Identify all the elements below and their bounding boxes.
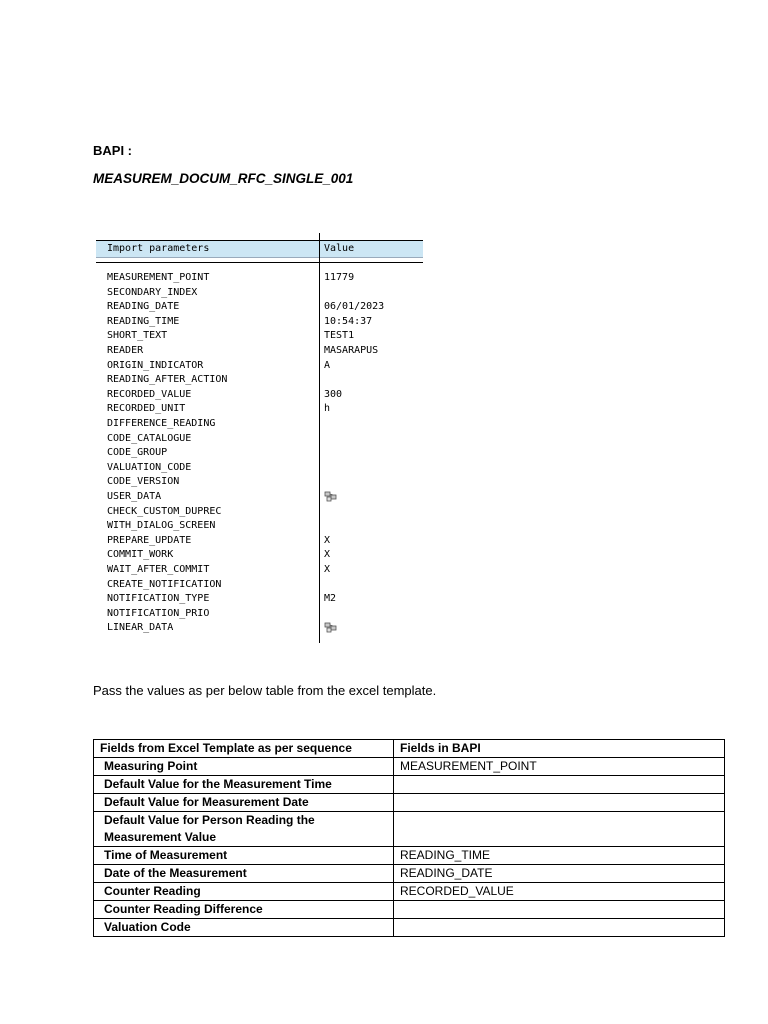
excel-field: Counter Reading Difference: [94, 901, 394, 919]
parameter-name: RECORDED_VALUE: [107, 388, 192, 400]
parameter-name: SECONDARY_INDEX: [107, 286, 198, 298]
bapi-fields-header: Fields in BAPI: [394, 740, 725, 758]
parameter-name: RECORDED_UNIT: [107, 403, 186, 415]
excel-field: Measuring Point: [94, 758, 394, 776]
parameter-name: USER_DATA: [107, 491, 162, 502]
parameter-row: [96, 461, 423, 476]
parameter-row: [96, 344, 423, 359]
header-separator: [96, 262, 423, 263]
field-mapping-table: [93, 739, 725, 937]
parameter-row: [96, 578, 423, 593]
excel-field: Default Value for the Measurement Time: [94, 776, 394, 794]
parameter-row: [96, 592, 423, 607]
import-parameters-header: Import parameters: [107, 243, 210, 254]
parameter-row: [96, 286, 423, 301]
parameter-name: CREATE_NOTIFICATION: [107, 578, 222, 590]
mapping-row: [94, 776, 725, 794]
mapping-row: [94, 883, 725, 901]
parameter-name: COMMIT_WORK: [107, 549, 174, 561]
sap-import-parameters-screenshot: [96, 233, 423, 643]
parameter-name: CODE_CATALOGUE: [107, 432, 192, 444]
mapping-row: [94, 812, 725, 847]
parameter-row: [96, 432, 423, 447]
parameter-row: [96, 621, 423, 636]
bapi-field: [394, 919, 725, 937]
parameter-value[interactable]: MASARAPUS: [324, 345, 379, 356]
parameter-name: DIFFERENCE_READING: [107, 418, 216, 429]
parameter-name: READING_AFTER_ACTION: [107, 374, 228, 386]
parameter-row: [96, 475, 423, 490]
parameter-name: CODE_GROUP: [107, 447, 168, 459]
excel-field: Time of Measurement: [94, 847, 394, 865]
parameter-name: CHECK_CUSTOM_DUPREC: [107, 505, 222, 517]
parameter-row: [96, 359, 423, 374]
parameter-name: NOTIFICATION_PRIO: [107, 607, 210, 619]
bapi-field: [394, 794, 725, 812]
bapi-field: [394, 812, 725, 847]
bapi-field: RECORDED_VALUE: [394, 883, 725, 901]
parameter-name: PREPARE_UPDATE: [107, 534, 192, 546]
parameter-value[interactable]: TEST1: [324, 330, 355, 342]
parameter-name: SHORT_TEXT: [107, 330, 168, 342]
parameter-row: [96, 300, 423, 315]
parameter-value[interactable]: X: [324, 549, 331, 561]
mapping-row: [94, 758, 725, 776]
parameter-name: READING_DATE: [107, 301, 180, 313]
parameter-name: ORIGIN_INDICATOR: [107, 359, 204, 371]
parameter-row: [96, 607, 423, 622]
parameter-row: [96, 271, 423, 286]
bapi-label: BAPI :: [93, 143, 132, 158]
parameter-value[interactable]: 10:54:37: [324, 315, 373, 327]
parameter-row: [96, 534, 423, 549]
parameter-name: NOTIFICATION_TYPE: [107, 593, 210, 605]
bapi-field: [394, 776, 725, 794]
parameter-value[interactable]: 06/01/2023: [324, 301, 385, 313]
parameter-name: WITH_DIALOG_SCREEN: [107, 520, 216, 532]
parameter-row: [96, 446, 423, 461]
parameter-row: [96, 373, 423, 388]
parameter-name: VALUATION_CODE: [107, 461, 192, 473]
instruction-text: Pass the values as per below table from the excel template.: [93, 683, 437, 698]
parameter-row: [96, 548, 423, 563]
excel-field: Default Value for Person Reading the Measurement Value: [94, 812, 394, 847]
sap-table-header: [96, 240, 423, 258]
mapping-row: [94, 794, 725, 812]
excel-field: Valuation Code: [94, 919, 394, 937]
bapi-name: MEASUREM_DOCUM_RFC_SINGLE_001: [93, 171, 354, 186]
parameter-value[interactable]: X: [324, 564, 331, 575]
mapping-row: [94, 901, 725, 919]
parameter-value[interactable]: h: [324, 403, 331, 415]
excel-field: Counter Reading: [94, 883, 394, 901]
excel-field: Default Value for Measurement Date: [94, 794, 394, 812]
parameter-row: [96, 417, 423, 432]
parameter-name: WAIT_AFTER_COMMIT: [107, 564, 210, 575]
structure-icon[interactable]: [324, 621, 338, 639]
parameter-row: [96, 490, 423, 505]
mapping-row: [94, 919, 725, 937]
parameter-value[interactable]: 11779: [324, 272, 355, 283]
parameter-row: [96, 563, 423, 578]
bapi-field: READING_DATE: [394, 865, 725, 883]
bapi-field: MEASUREMENT_POINT: [394, 758, 725, 776]
value-header: Value: [324, 243, 355, 254]
mapping-row: [94, 847, 725, 865]
mapping-row: [94, 865, 725, 883]
bapi-field: [394, 901, 725, 919]
parameter-name: MEASUREMENT_POINT: [107, 272, 210, 283]
parameter-value[interactable]: A: [324, 359, 331, 371]
mapping-header-row: [94, 740, 725, 758]
parameter-row: [96, 329, 423, 344]
excel-fields-header: Fields from Excel Template as per sequence: [94, 740, 394, 758]
parameter-value[interactable]: X: [324, 534, 331, 546]
parameter-row: [96, 505, 423, 520]
parameter-row: [96, 388, 423, 403]
parameter-row: [96, 315, 423, 330]
parameter-name: CODE_VERSION: [107, 476, 180, 488]
parameter-value[interactable]: 300: [324, 388, 343, 400]
parameter-name: LINEAR_DATA: [107, 622, 174, 634]
parameter-value[interactable]: M2: [324, 593, 337, 605]
bapi-field: READING_TIME: [394, 847, 725, 865]
parameter-row: [96, 402, 423, 417]
excel-field: Date of the Measurement: [94, 865, 394, 883]
parameter-name: READER: [107, 345, 144, 356]
parameter-row: [96, 519, 423, 534]
parameter-name: READING_TIME: [107, 315, 180, 327]
